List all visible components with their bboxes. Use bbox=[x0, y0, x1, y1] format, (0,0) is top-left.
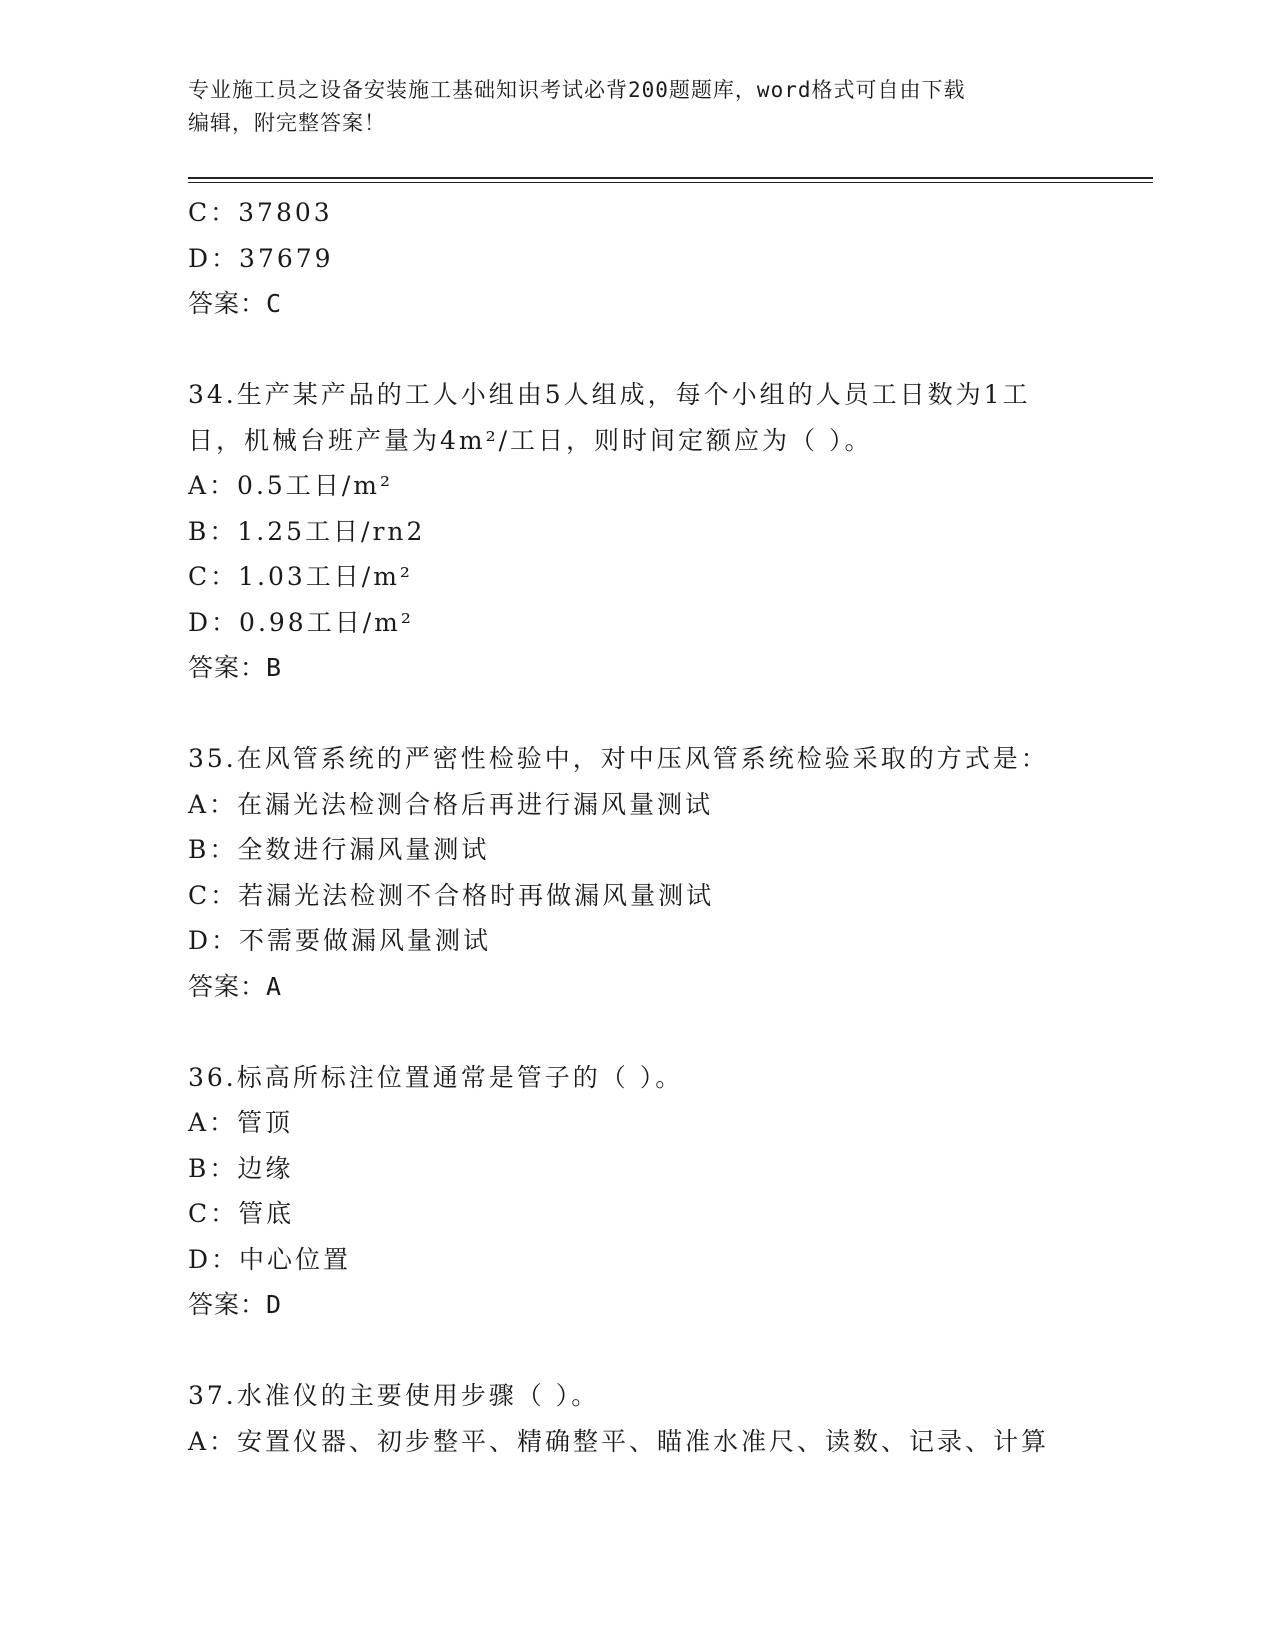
question-list bbox=[188, 190, 1108, 1464]
spacer bbox=[188, 1009, 1108, 1055]
question-37 bbox=[188, 1373, 1108, 1464]
answer-line: 答案：D bbox=[188, 1290, 283, 1319]
option-a: A：在漏光法检测合格后再进行漏风量测试 bbox=[188, 789, 714, 819]
option-b: B：边缘 bbox=[188, 1153, 294, 1183]
option-d: D：0.98工日/m² bbox=[188, 607, 414, 637]
header-title-line-2: 编辑，附完整答案！ bbox=[188, 111, 386, 135]
option-a: A：管顶 bbox=[188, 1108, 294, 1137]
option-c: C：管底 bbox=[188, 1199, 295, 1228]
question-stem-continued: 日，机械台班产量为4m²/工日，则时间定额应为（ ）。 bbox=[188, 425, 873, 455]
question-35 bbox=[188, 736, 1108, 1009]
question-36 bbox=[188, 1055, 1108, 1328]
header-divider-thin bbox=[188, 182, 1153, 183]
document-header bbox=[188, 74, 1068, 140]
question-stem: 36.标高所标注位置通常是管子的（ ）。 bbox=[188, 1062, 684, 1092]
header-divider-thick bbox=[188, 177, 1153, 179]
answer-line: 答案：A bbox=[188, 971, 283, 1001]
header-title-line-1: 专业施工员之设备安装施工基础知识考试必背200题题库，word格式可自由下载 bbox=[188, 78, 966, 102]
option-d: D：不需要做漏风量测试 bbox=[188, 926, 492, 955]
question-33-tail bbox=[188, 190, 1108, 327]
option-c: C：37803 bbox=[188, 198, 333, 227]
question-stem: 34.生产某产品的工人小组由5人组成，每个小组的人员工日数为1工 bbox=[188, 380, 1031, 409]
option-c: C：若漏光法检测不合格时再做漏风量测试 bbox=[188, 880, 715, 910]
question-34 bbox=[188, 372, 1108, 691]
question-stem: 37.水准仪的主要使用步骤（ ）。 bbox=[188, 1381, 600, 1410]
spacer bbox=[188, 1328, 1108, 1374]
option-a: A：安置仪器、初步整平、精确整平、瞄准水准尺、读数、记录、计算 bbox=[188, 1426, 1050, 1456]
spacer bbox=[188, 691, 1108, 737]
answer-line: 答案：C bbox=[188, 289, 283, 318]
option-d: D：中心位置 bbox=[188, 1244, 352, 1274]
option-d: D：37679 bbox=[188, 243, 334, 273]
option-b: B：全数进行漏风量测试 bbox=[188, 835, 490, 864]
option-b: B：1.25工日/rn2 bbox=[188, 516, 426, 546]
option-a: A：0.5工日/m² bbox=[188, 471, 393, 500]
question-stem: 35.在风管系统的严密性检验中，对中压风管系统检验采取的方式是： bbox=[188, 744, 1049, 773]
option-c: C：1.03工日/m² bbox=[188, 562, 413, 591]
answer-line: 答案：B bbox=[188, 653, 283, 682]
spacer bbox=[188, 327, 1108, 373]
